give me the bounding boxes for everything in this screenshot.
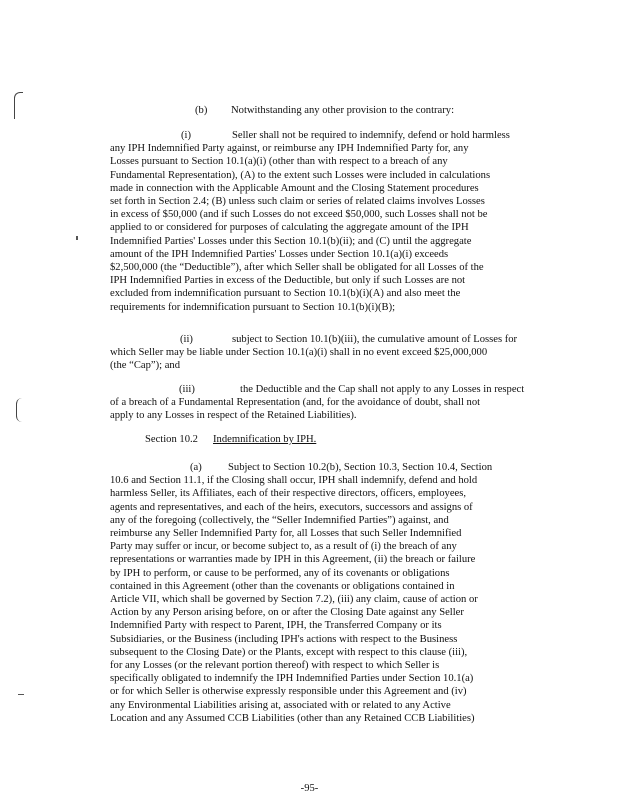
clause-a-line: for any Losses (or the relevant portion thereof) with respect to which Seller is xyxy=(110,660,440,672)
scan-mark-dot xyxy=(76,236,78,240)
clause-iii-line: the Deductible and the Cap shall not apply to any Losses in respect xyxy=(240,384,525,395)
clause-ii-line: subject to Section 10.1(b)(iii), the cumulative amount of Losses for xyxy=(232,334,518,345)
clause-a-line: 10.6 and Section 11.1, if the Closing shall occur, IPH shall indemnify, defend and hold xyxy=(110,475,478,487)
clause-ii-line: (the “Cap”); and xyxy=(110,360,181,372)
clause-i-line: made in connection with the Applicable Amount and the Closing Statement procedures xyxy=(110,182,479,194)
scan-mark-bracket-top xyxy=(14,92,23,119)
section-10-2-number: Section 10.2 xyxy=(145,434,198,445)
page-number: -95- xyxy=(300,783,319,794)
clause-i-line: amount of the IPH Indemnified Parties' Losses under Section 10.1(a)(i) exceeds xyxy=(110,248,449,260)
clause-a-line: specifically obligated to indemnify the IPH Indemnified Parties under Section 10.1(a) xyxy=(110,673,474,685)
subsection-b-text: Notwithstanding any other provision to the contrary: xyxy=(231,105,455,116)
clause-a-line: or for which Seller is otherwise expressly responsible under this Agreement and (iv) xyxy=(110,686,467,698)
clause-i-line: Seller shall not be required to indemnify, defend or hold harmless xyxy=(232,130,510,141)
clause-a-line: subsequent to the Closing Date) or the Plants, except with respect to this clause (iii), xyxy=(110,646,468,658)
clause-ii-line: which Seller may be liable under Section 10.1(a)(i) shall in no event exceed $25,000,000 xyxy=(110,347,488,359)
clause-a-line: agents and representatives, and each of the heirs, executors, successors and assigns of xyxy=(110,501,473,513)
clause-a-line: Subject to Section 10.2(b), Section 10.3, Section 10.4, Section xyxy=(228,462,493,473)
clause-i-line: IPH Indemnified Parties in excess of the Deductible, but only if such Losses are not xyxy=(110,275,466,287)
clause-ii-label: (ii) xyxy=(180,334,193,345)
scan-mark-bottom xyxy=(18,694,24,695)
clause-a-line: Indemnified Party with respect to Parent, IPH, the Transferred Company or its xyxy=(110,620,442,632)
clause-a-line: reimburse any Seller Indemnified Party for, all Losses that such Seller Indemnified xyxy=(110,528,462,540)
clause-i-line: applied to or considered for purposes of calculating the aggregate amount of the IPH xyxy=(110,222,469,234)
clause-a-paragraph xyxy=(110,461,530,725)
clause-a-line: Action by any Person arising before, on or after the Closing Date against any Seller xyxy=(110,607,464,619)
clause-a-line: by IPH to perform, or cause to be performed, any of its covenants or obligations xyxy=(110,567,450,579)
clause-a-line: any of the foregoing (collectively, the “Seller Indemnified Parties”) against, and xyxy=(110,514,449,526)
clause-i-line: any IPH Indemnified Party against, or reimburse any IPH Indemnified Party for, any xyxy=(110,143,469,155)
clause-i-line: Indemnified Parties' Losses under this Section 10.1(b)(ii); and (C) until the aggregate xyxy=(110,235,472,247)
section-10-2-title: Indemnification by IPH. xyxy=(213,434,317,445)
clause-i-label: (i) xyxy=(181,130,191,141)
clause-i-line: excluded from indemnification pursuant to Section 10.1(b)(i)(A) and also meet the xyxy=(110,288,461,300)
subsection-b-label: (b) xyxy=(195,105,208,116)
clause-a-line: Subsidiaries, or the Business (including IPH's actions with respect to the Business xyxy=(110,633,458,645)
clause-i-line: Fundamental Representation), (A) to the extent such Losses were included in calculations xyxy=(110,169,491,181)
clause-i-line: Losses pursuant to Section 10.1(a)(i) (other than with respect to a breach of any xyxy=(110,156,448,168)
clause-a-line: Location and any Assumed CCB Liabilities (other than any Retained CCB Liabilities) xyxy=(110,712,475,724)
clause-i-line: set forth in Section 2.4; (B) unless such claim or series of related claims involves Losses xyxy=(110,196,485,208)
clause-i-line: in excess of $50,000 (and if such Losses do not exceed $50,000, such Losses shall not be xyxy=(110,209,488,221)
scan-mark-bracket-mid xyxy=(16,398,25,422)
clause-iii-paragraph xyxy=(110,383,530,423)
clause-a-label: (a) xyxy=(190,462,202,473)
clause-a-line: any Environmental Liabilities arising at, associated with or related to any Active xyxy=(110,699,451,711)
clause-ii-paragraph xyxy=(110,333,530,373)
clause-i-line: $2,500,000 (the “Deductible”), after which Seller shall be obligated for all Losses of the xyxy=(110,262,484,274)
clause-iii-line: of a breach of a Fundamental Representation (and, for the avoidance of doubt, shall not xyxy=(110,397,481,409)
clause-a-line: harmless Seller, its Affiliates, each of their respective directors, officers, employees, xyxy=(110,488,467,500)
clause-a-line: Party may suffer or incur, or become subject to, as a result of (i) the breach of any xyxy=(110,541,457,553)
clause-i-paragraph xyxy=(110,129,530,314)
clause-a-line: contained in this Agreement (other than the covenants or obligations contained in xyxy=(110,580,455,592)
clause-a-line: representations or warranties made by IPH in this Agreement, (ii) the breach or failure xyxy=(110,554,476,566)
clause-a-line: Article VII, which shall be governed by Section 7.2), (iii) any claim, cause of action or xyxy=(110,594,478,606)
clause-i-line: requirements for indemnification pursuant to Section 10.1(b)(i)(B); xyxy=(110,301,396,313)
clause-iii-line: apply to any Losses in respect of the Retained Liabilities). xyxy=(110,410,357,422)
clause-iii-label: (iii) xyxy=(179,384,195,395)
